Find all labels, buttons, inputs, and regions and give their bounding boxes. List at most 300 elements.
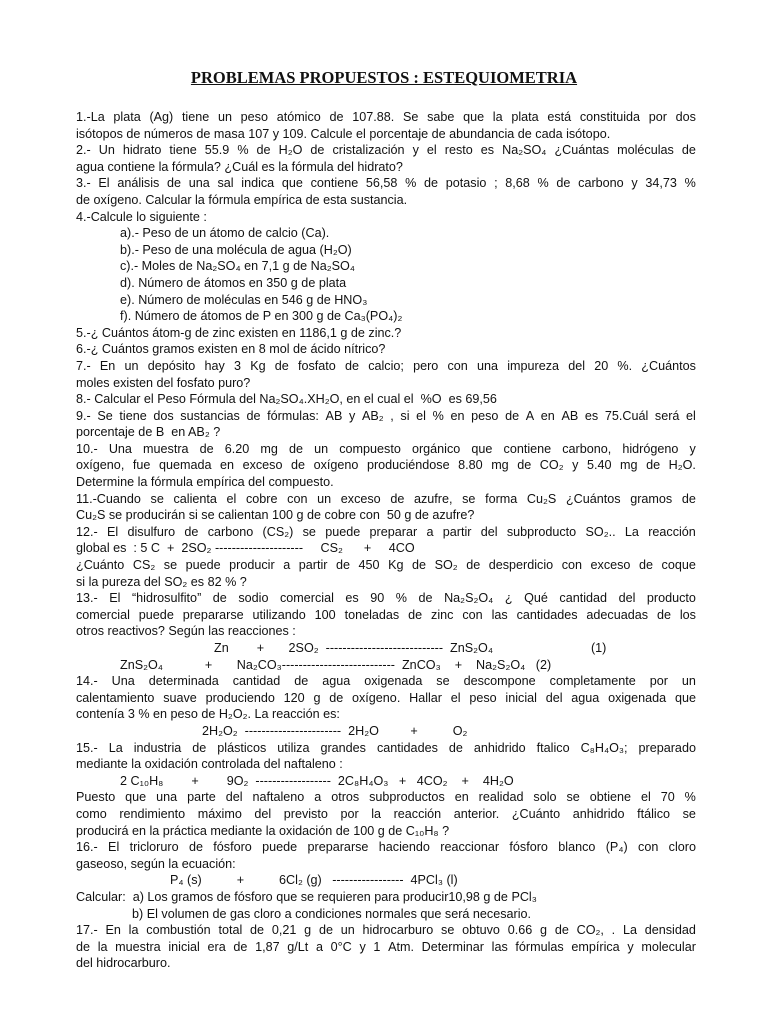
word: fórmulas: [267,408,319,423]
word: cantidad [232,674,281,689]
word: 8.80 [458,458,483,473]
word: SO₂.. [585,524,616,539]
word: que [463,110,485,124]
word: suave [163,690,197,705]
word: que [674,690,696,705]
word: del [225,790,243,805]
word: Na₂SO₄ [502,143,547,158]
word: un [317,491,332,506]
word: subproductos [369,790,445,805]
word: 1,87 [255,939,280,954]
word: por [649,674,668,689]
word: de [656,607,671,622]
word: de [192,740,207,755]
word: En [99,358,116,373]
word: la [371,806,382,821]
text-line: b) El volumen de gas cloro a condiciones normales que será necesario. [132,906,532,921]
word: plata [511,110,539,124]
word: de [335,558,350,573]
word: depósito [147,358,196,373]
word: % [684,176,696,191]
word: era [207,939,226,954]
word: con [287,491,308,506]
word: puede [138,607,174,622]
word: partir [298,558,328,573]
word: reacción [648,524,696,539]
word: calentamiento [76,690,155,705]
word: anhidrido [473,740,526,755]
word: de [184,524,199,539]
word: Se [97,408,113,423]
text-line [76,491,696,508]
word: a [314,790,322,805]
document-body [76,109,696,972]
text-line [76,524,696,541]
word: toneladas [344,607,400,622]
word: agua [571,690,600,705]
text-line [76,806,696,823]
word: mg [620,458,638,473]
word: fue [132,458,151,473]
word: cristalización [332,143,405,158]
word: preparado [638,740,696,755]
word: de [310,143,325,158]
word: %. [617,358,633,373]
text-line: contenía 3 % en peso de H₂O₂. La reacción es: [76,707,340,722]
word: calcio; [368,358,404,373]
word: sal [217,176,234,191]
text-line [76,690,696,707]
word: muestra [115,939,161,954]
word: H₂O [278,143,303,158]
word: de [345,358,360,373]
word: de [638,558,653,573]
word: de [466,558,481,573]
word: utilizando [252,607,306,622]
word: 7.- [76,358,91,373]
word: resto [444,143,473,158]
word: g/Lt [287,939,309,954]
word: 14.- [76,674,98,689]
word: inicial [505,690,537,705]
word: % [432,408,444,423]
word: molecular [641,939,696,954]
word: . [611,923,616,938]
word: un [217,110,232,124]
word: Un [98,143,115,158]
word: en [450,408,465,423]
word: es [584,408,599,423]
word: 12.- [76,524,98,539]
word: de [517,458,532,473]
word: 55.9 [204,143,230,158]
word: La [624,524,639,539]
word: 0°C [330,939,352,954]
text-line [76,607,696,624]
text-line: b).- Peso de una molécula de agua (H₂O) [120,242,352,257]
word: tiene [169,143,197,158]
word: industria [133,740,182,755]
word: de [167,176,182,191]
text-line: de oxígeno. Calcular la fórmula empírica de esta sustancia. [76,192,408,207]
word: produciendo [205,690,275,705]
word: en [220,458,235,473]
word: agua [322,674,351,689]
word: de [188,840,203,855]
word: H₂O. [668,458,696,473]
word: 3 [234,358,242,373]
word: AB [561,408,579,423]
word: inicial [168,939,200,954]
text-line [76,939,696,956]
word: cantidades [376,740,438,755]
word: sodio [238,591,269,606]
word: Qué [524,591,548,606]
word: % [395,591,407,606]
word: indica [241,176,275,191]
word: producir [229,558,275,573]
word: de [212,591,227,606]
word: de [318,923,333,938]
word: hidrato [122,143,162,158]
word: naftaleno [252,790,305,805]
word: sabe [427,110,455,124]
text-line: ZnS₂O₄ + Na₂CO₃--------------------------- ZnCO₃ + Na₂S₂O₄ (2) [120,657,552,672]
word: de [681,143,696,158]
word: azufre, [413,491,453,506]
word: anterior. [453,806,500,821]
word: de [448,740,463,755]
word: El [98,176,110,191]
text-line: producirá en la práctica mediante la oxidación de 100 g de C₁₀H₈ ? [76,823,450,838]
word: preparar [369,524,418,539]
word: 70 [660,790,675,805]
word: g [313,690,321,705]
word: en [540,408,555,423]
word: se [441,923,455,938]
word: obtiene [589,790,632,805]
word: 107.88. [352,110,395,124]
word: 56,58 [365,176,398,191]
text-line [76,408,696,425]
word: las [491,939,508,954]
word: fosfato [298,358,336,373]
text-line: 6.-¿ Cuántos gramos existen en 8 mol de ácido nítrico? [76,342,386,357]
word: % [405,176,417,191]
text-line [76,740,696,757]
text-line: mediante la oxidación controlada del naftaleno : [76,757,343,772]
word: mg [491,458,509,473]
text-line [76,441,696,458]
word: reacción [393,806,442,821]
word: de [294,674,309,689]
word: de [681,491,696,506]
text-line [76,789,696,806]
word: oxigenada [364,674,423,689]
word: anhidrido [572,806,625,821]
word: quemada [158,458,212,473]
word: producto [646,591,696,606]
word: una [477,358,499,373]
word: un [124,358,139,373]
word: Kg [250,358,266,373]
word: de [556,176,571,191]
text-line: 2H₂O₂ ----------------------- 2H₂O + O₂ [202,723,468,738]
word: gramos [630,491,673,506]
word: densidad [644,923,696,938]
word: de [505,408,520,423]
word: peso [469,690,497,705]
text-line: moles existen del fosfato puro? [76,375,251,390]
word: desperdicio [488,558,554,573]
word: oxígeno, [76,458,125,473]
word: muestra [143,441,189,456]
word: y [349,408,356,423]
word: Atm. [388,939,414,954]
word: Una [108,441,132,456]
word: Hallar [409,690,442,705]
word: 0.66 [507,923,533,938]
word: y [689,441,696,456]
word: se [682,806,696,821]
word: dos [675,110,696,124]
word: de [250,923,265,938]
word: parte [187,790,216,805]
word: g [540,923,548,938]
word: comercial [76,607,130,622]
text-line: agua contiene la fórmula? ¿Cuál es la fórmula del hidrato? [76,159,403,174]
word: de [646,458,661,473]
word: como [76,806,107,821]
word: utiliza [277,740,310,755]
word: que [125,790,147,805]
word: en [454,790,469,805]
word: de [554,923,569,938]
word: de [256,143,271,158]
text-line: f). Número de átomos de P en 300 g de Ca₃(PO₄)₂ [120,309,403,324]
word: realidad [478,790,524,805]
word: análisis [117,176,160,191]
word: del [618,591,636,606]
word: Una [111,674,135,689]
word: a [426,524,434,539]
word: El [108,840,120,855]
word: de [274,358,289,373]
word: prepararse [307,840,369,855]
word: 5.40 [586,458,612,473]
word: 13.- [76,591,98,606]
word: 1 [373,939,381,954]
word: el [416,408,426,423]
word: exceso [242,458,283,473]
word: la [128,923,139,938]
word: contiene [310,176,359,191]
text-line [76,142,696,159]
word: hay [204,358,225,373]
word: con [447,358,468,373]
word: descompone [463,674,536,689]
word: 17.- [76,923,98,938]
word: exceso [340,491,381,506]
word: si [400,408,410,423]
word: con [561,558,582,573]
word: fórmulas [515,939,564,954]
word: una [188,176,210,191]
word: del [480,524,498,539]
word: impureza [507,358,559,373]
word: de [289,441,304,456]
word: el [450,690,461,705]
word: ¿Cuántos [641,358,696,373]
word: compuesto [339,441,401,456]
text-line [76,109,696,126]
word: total [218,923,243,938]
word: ¿ [504,591,513,606]
word: obtuvo [462,923,500,938]
word: oxígeno [313,458,359,473]
word: constituida [579,110,641,124]
word: los [679,607,696,622]
word: adecuadas [586,607,649,622]
word: forma [485,491,518,506]
word: La [108,740,123,755]
word: produciéndose [366,458,450,473]
word: un [314,441,329,456]
word: 450 [358,558,380,573]
word: (Ag) [149,110,174,124]
word: se [302,524,316,539]
text-line [76,557,696,574]
word: cobre [246,491,278,506]
word: de [412,558,427,573]
word: 34,73 [645,176,677,191]
word: potasio [445,176,487,191]
word: de [199,441,214,456]
word: A [525,408,535,423]
word: se [566,790,580,805]
word: carbono [207,524,254,539]
word: comercial [279,591,334,606]
word: de [246,408,261,423]
word: de [408,607,423,622]
word: empírica [571,939,620,954]
word: carbono, [562,441,612,456]
word: hidrógeno [622,441,679,456]
word: tiene [119,408,147,423]
word: 6.20 [224,441,250,456]
word: % [237,143,249,158]
word: peso [240,110,268,124]
word: de [424,176,439,191]
word: (CS₂) [262,524,294,539]
word: rendimiento [119,806,186,821]
word: el [686,408,696,423]
word: previsto [283,806,328,821]
word: y [359,939,366,954]
text-line: Determine la fórmula empírica del compuesto. [76,475,334,490]
word: El [109,591,121,606]
text-line: P₄ (s) + 6Cl₂ (g) ----------------- 4PCl₃ (l) [170,873,458,888]
word: Puesto [76,790,116,805]
text-line: Cu₂S se producirán si se calientan 100 g de cobre con 50 g de azufre? [76,508,475,523]
word: y [631,176,638,191]
word: 0,21 [271,923,297,938]
word: será [654,408,680,423]
word: ¿Cuántas [554,143,610,158]
word: cantidades [516,607,578,622]
word: está [547,110,572,124]
word: exceso [590,558,631,573]
word: del [568,358,585,373]
word: se [462,491,476,506]
word: 15.- [76,740,98,755]
word: ¿Cuánto [76,558,125,573]
word: es [345,591,359,606]
word: pero [413,358,439,373]
word: combustión [146,923,211,938]
text-line: global es : 5 C + 2SO₂ --------------------- CS₂ + 4CO [76,541,415,556]
text-line: del hidrocarburo. [76,956,171,971]
text-line [76,590,696,607]
word: 3.- [76,176,91,191]
word: partir [442,524,472,539]
document-title: PROBLEMAS PROPUESTOS : ESTEQUIOMETRIA [190,68,578,87]
word: 20 [594,358,609,373]
word: el [226,491,237,506]
word: ftálico [637,806,670,821]
word: otros [331,790,360,805]
word: cloro [668,840,696,855]
word: ftalico [536,740,570,755]
word: a [283,558,291,573]
text-line: c).- Moles de Na₂SO₄ en 7,1 g de Na₂SO₄ [120,259,355,274]
text-line: si la pureza del SO₂ es 82 % ? [76,574,247,589]
word: de [418,591,433,606]
text-line: 2 C₁₀H₈ + 9O₂ ------------------ 2C₈H₄O₃ + 4CO₂ + 4H₂O [120,773,514,788]
word: g [304,923,312,938]
word: Cu₂S [526,491,557,506]
word: reaccionar [440,840,500,855]
word: oxigenada [608,690,667,705]
word: una [156,790,178,805]
word: fósforo [213,840,252,855]
word: contiene [503,441,552,456]
text-line: porcentaje de B en AB₂ ? [76,425,221,440]
word: dos [153,408,174,423]
word: ; [494,176,498,191]
word: La [622,923,637,938]
word: calienta [173,491,217,506]
word: El [107,524,119,539]
word: “hidrosulfito” [131,591,202,606]
word: AB₂ [361,408,384,423]
word: se [436,674,450,689]
word: Se [402,110,419,124]
word: CO₂, [576,923,604,938]
word: con [638,840,659,855]
word: el [426,143,437,158]
word: C₈H₄O₃; [580,740,628,755]
word: haciendo [378,840,430,855]
word: de [76,939,91,954]
word: AB [325,408,343,423]
word: 9.- [76,408,91,423]
word: 90 [370,591,385,606]
word: tiene [181,110,210,124]
word: de [233,939,248,954]
word: coque [661,558,696,573]
word: se [150,491,164,506]
